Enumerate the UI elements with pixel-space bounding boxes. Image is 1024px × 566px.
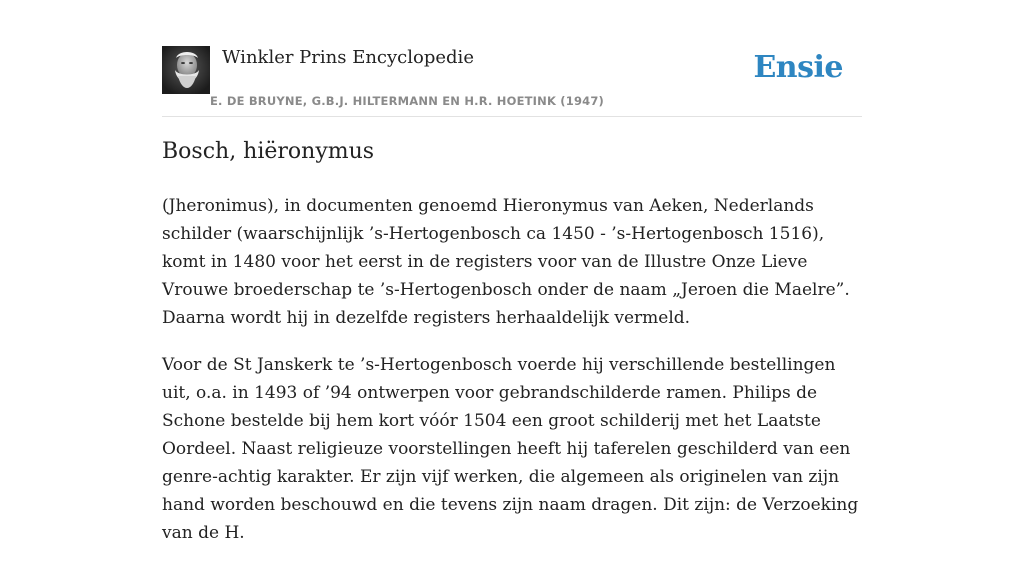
article-title: Bosch, hiëronymus — [162, 139, 375, 164]
header — [162, 46, 862, 117]
publication-authors: E. DE BRUYNE, G.B.J. HILTERMANN EN H.R. HOETINK (1947) — [210, 94, 605, 108]
author-avatar[interactable] — [162, 46, 210, 94]
article-body — [162, 192, 862, 566]
article-paragraph: Voor de St Janskerk te ’s-Hertogenbosch voerde hij verschillende bestellingen uit, o.a. in 1493 of ’94 ontwerpen voor gebrandschilderde ramen. Philips de Schone bestelde bij hem kort vóór 1504 een groot schilderij met het Laatste Oordeel. Naast religieuze voorstellingen heeft hij taferelen geschilderd van een genre-achtig karakter. Er zijn vijf werken, die algemeen als originelen van zijn hand worden beschouwd en die tevens zijn naam dragen. Dit zijn: de Verzoeking van de H. — [162, 355, 859, 543]
portrait-image — [162, 46, 210, 94]
ensie-logo-link[interactable]: Ensie — [753, 50, 843, 85]
publication-title[interactable]: Winkler Prins Encyclopedie — [222, 47, 474, 68]
article-paragraph: (Jheronimus), in documenten genoemd Hieronymus van Aeken, Nederlands schilder (waarschijnlijk ’s-Hertogenbosch ca 1450 - ’s-Hertogenbosch 1516), komt in 1480 voor het eerst in de registers voor van de Illustre Onze Lieve Vrouwe broederschap te ’s-Hertogenbosch onder de naam „Jeroen die Maelre”. Daarna wordt hij in dezelfde registers herhaaldelijk vermeld. — [162, 196, 850, 328]
